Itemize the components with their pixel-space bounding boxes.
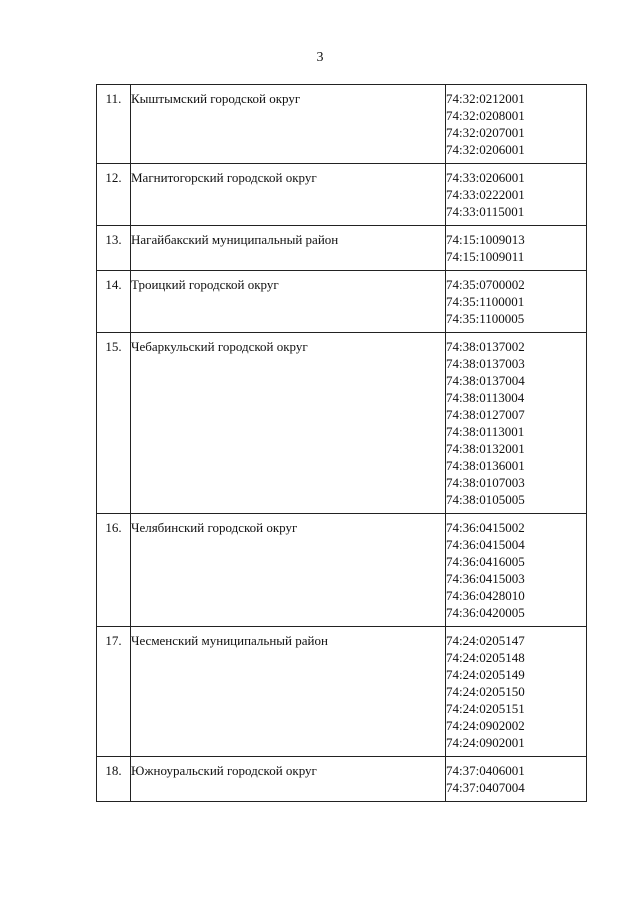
municipality-name: Чесменский муниципальный район [131, 627, 446, 757]
table-row [97, 164, 587, 226]
municipality-name: Южноуральский городской округ [131, 757, 446, 802]
row-number: 13. [97, 226, 131, 271]
cadastral-code: 74:38:0132001 [446, 441, 525, 456]
table-row [97, 514, 587, 627]
cadastral-code: 74:38:0136001 [446, 458, 525, 473]
cadastral-code: 74:24:0205151 [446, 701, 525, 716]
row-number: 14. [97, 271, 131, 333]
table-row [97, 627, 587, 757]
cadastral-code: 74:32:0206001 [446, 142, 525, 157]
table-row [97, 85, 587, 164]
cadastral-codes-cell [446, 514, 587, 627]
cadastral-code: 74:38:0113001 [446, 424, 525, 439]
cadastral-code: 74:24:0902002 [446, 718, 525, 733]
cadastral-code: 74:37:0406001 [446, 763, 525, 778]
cadastral-code: 74:24:0205149 [446, 667, 525, 682]
table-row [97, 333, 587, 514]
municipality-name: Челябинский городской округ [131, 514, 446, 627]
municipality-name: Нагайбакский муниципальный район [131, 226, 446, 271]
cadastral-code: 74:24:0902001 [446, 735, 525, 750]
cadastral-codes-cell [446, 333, 587, 514]
cadastral-code: 74:24:0205148 [446, 650, 525, 665]
cadastral-codes-cell [446, 164, 587, 226]
cadastral-code: 74:32:0208001 [446, 108, 525, 123]
cadastral-code: 74:32:0212001 [446, 91, 525, 106]
regions-table-body [97, 85, 587, 802]
cadastral-code: 74:37:0407004 [446, 780, 525, 795]
row-number: 12. [97, 164, 131, 226]
cadastral-code: 74:24:0205150 [446, 684, 525, 699]
cadastral-code: 74:36:0416005 [446, 554, 525, 569]
table-row [97, 757, 587, 802]
row-number: 17. [97, 627, 131, 757]
cadastral-code: 74:38:0137003 [446, 356, 525, 371]
cadastral-code: 74:38:0137002 [446, 339, 525, 354]
cadastral-code: 74:33:0222001 [446, 187, 525, 202]
cadastral-code: 74:36:0415003 [446, 571, 525, 586]
cadastral-code: 74:15:1009011 [446, 249, 525, 264]
cadastral-code: 74:36:0415002 [446, 520, 525, 535]
row-number: 18. [97, 757, 131, 802]
cadastral-codes-cell [446, 627, 587, 757]
cadastral-codes-cell [446, 271, 587, 333]
cadastral-code: 74:33:0206001 [446, 170, 525, 185]
cadastral-code: 74:35:1100001 [446, 294, 525, 309]
cadastral-code: 74:38:0127007 [446, 407, 525, 422]
cadastral-code: 74:38:0137004 [446, 373, 525, 388]
table-row [97, 271, 587, 333]
cadastral-code: 74:36:0415004 [446, 537, 525, 552]
municipality-name: Троицкий городской округ [131, 271, 446, 333]
cadastral-codes-cell [446, 226, 587, 271]
cadastral-code: 74:24:0205147 [446, 633, 525, 648]
row-number: 11. [97, 85, 131, 164]
municipality-name: Магнитогорский городской округ [131, 164, 446, 226]
cadastral-codes-cell [446, 85, 587, 164]
cadastral-code: 74:35:1100005 [446, 311, 525, 326]
cadastral-code: 74:38:0105005 [446, 492, 525, 507]
row-number: 15. [97, 333, 131, 514]
cadastral-code: 74:38:0113004 [446, 390, 525, 405]
cadastral-code: 74:35:0700002 [446, 277, 525, 292]
cadastral-code: 74:38:0107003 [446, 475, 525, 490]
cadastral-code: 74:36:0428010 [446, 588, 525, 603]
row-number: 16. [97, 514, 131, 627]
cadastral-code: 74:15:1009013 [446, 232, 525, 247]
cadastral-code: 74:33:0115001 [446, 204, 525, 219]
municipality-name: Кыштымский городской округ [131, 85, 446, 164]
page-number: 3 [316, 50, 324, 65]
regions-table [96, 84, 587, 802]
cadastral-code: 74:32:0207001 [446, 125, 525, 140]
cadastral-codes-cell [446, 757, 587, 802]
table-row [97, 226, 587, 271]
municipality-name: Чебаркульский городской округ [131, 333, 446, 514]
cadastral-code: 74:36:0420005 [446, 605, 525, 620]
